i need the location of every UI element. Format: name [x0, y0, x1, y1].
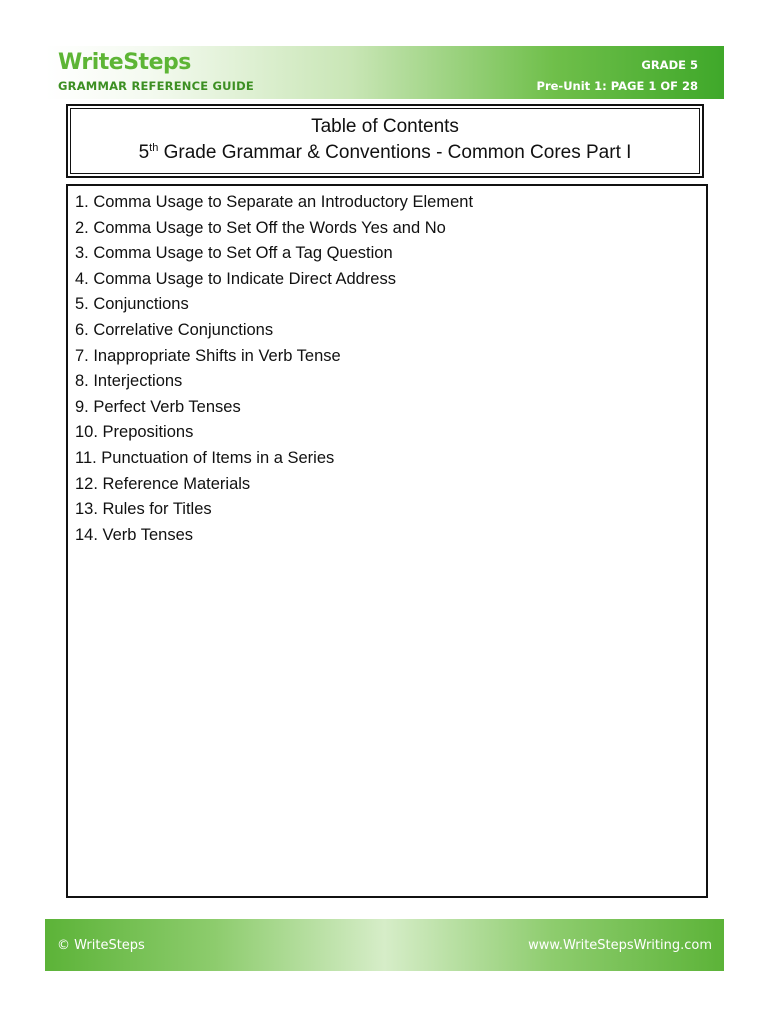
toc-item: 7. Inappropriate Shifts in Verb Tense — [75, 346, 341, 365]
toc-list-box — [66, 184, 708, 898]
toc-item: 6. Correlative Conjunctions — [75, 320, 274, 339]
subtitle-rest: Grade Grammar & Conventions - Common Cores Part I — [158, 142, 632, 163]
toc-item: 12. Reference Materials — [75, 474, 251, 493]
toc-title: Table of Contents — [311, 116, 459, 137]
website-url: www.WriteStepsWriting.com — [528, 938, 712, 953]
toc-item: 14. Verb Tenses — [75, 525, 194, 544]
toc-subtitle — [68, 142, 702, 164]
grade-number: 5 — [138, 142, 150, 163]
toc-item: 8. Interjections — [75, 372, 183, 391]
guide-subtitle: GRAMMAR REFERENCE GUIDE — [58, 79, 254, 93]
page-header — [45, 46, 724, 99]
toc-item: 4. Comma Usage to Indicate Direct Address — [75, 269, 396, 288]
page-info: Pre-Unit 1: PAGE 1 OF 28 — [536, 79, 698, 93]
writesteps-logo: WriteSteps — [58, 50, 191, 75]
toc-item: 13. Rules for Titles — [75, 500, 212, 519]
toc-list — [75, 190, 473, 548]
grade-label: GRADE 5 — [641, 58, 698, 72]
toc-item: 3. Comma Usage to Set Off a Tag Question — [75, 244, 393, 263]
toc-item: 11. Punctuation of Items in a Series — [75, 448, 335, 467]
toc-item: 5. Conjunctions — [75, 295, 189, 314]
page-footer — [45, 919, 724, 971]
toc-item: 10. Prepositions — [75, 423, 194, 442]
grade-ordinal-suffix: th — [149, 142, 159, 154]
toc-item: 9. Perfect Verb Tenses — [75, 397, 241, 416]
toc-item: 2. Comma Usage to Set Off the Words Yes and No — [75, 218, 446, 237]
copyright-text: © WriteSteps — [57, 938, 145, 953]
toc-item: 1. Comma Usage to Separate an Introductory Element — [75, 193, 474, 211]
title-box — [66, 104, 704, 178]
